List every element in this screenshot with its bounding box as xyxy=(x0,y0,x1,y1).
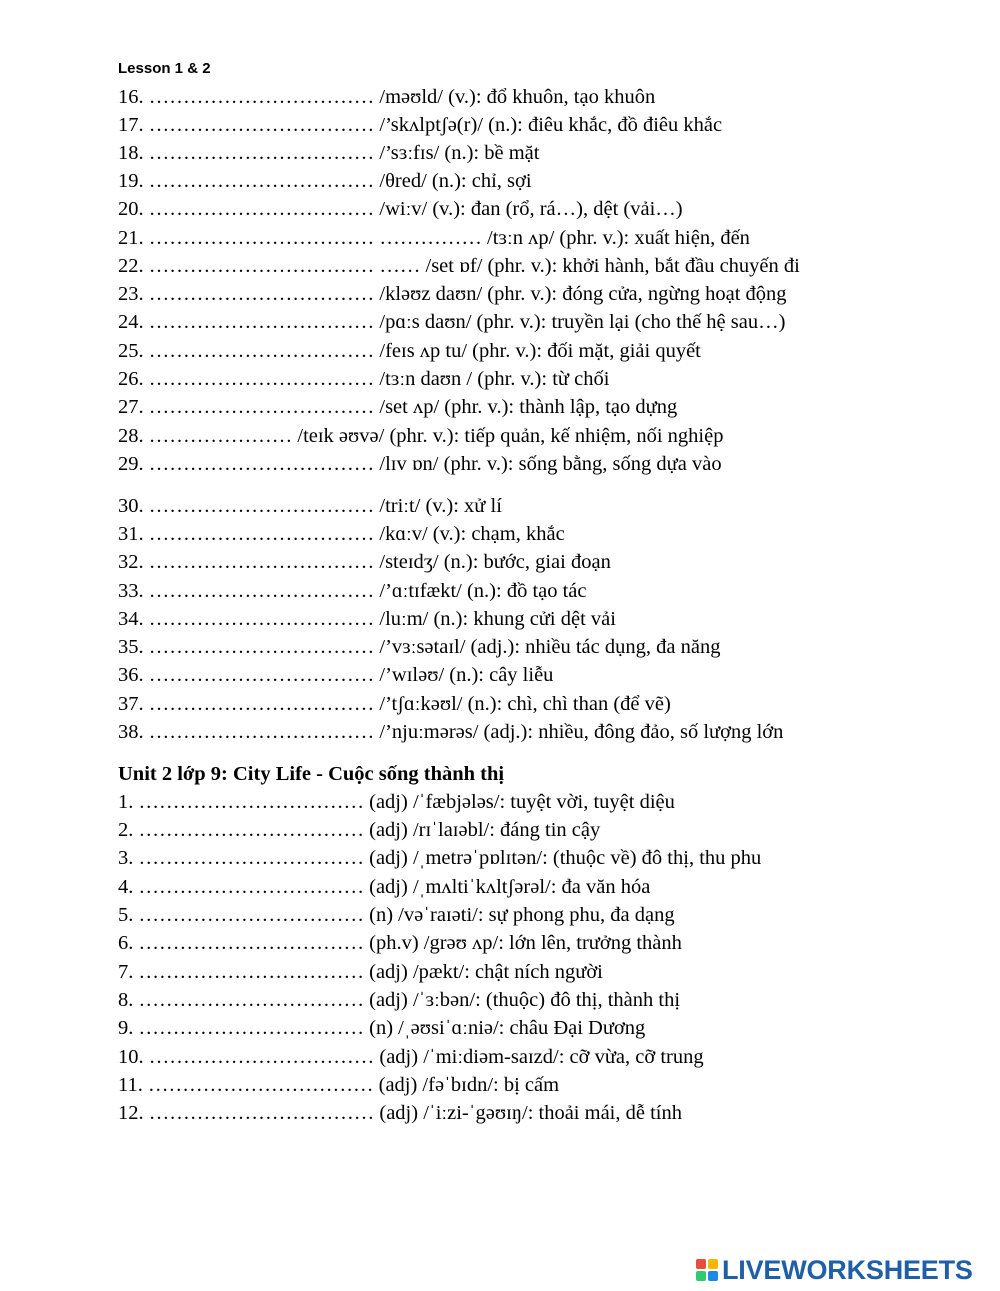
vocab-line: 3. …………………………… (adj) /ˌmetrəˈpɒlɪtən/: (thuộc về) đô thị, thu phu xyxy=(118,847,762,869)
vocab-line: 33. …………………………… /’ɑːtɪfækt/ (n.): đồ tạo tác xyxy=(118,580,587,602)
liveworksheets-logo-icon xyxy=(696,1259,718,1281)
vocab-line: 7. …………………………… (adj) /pækt/: chật ních người xyxy=(118,961,603,983)
logo-square xyxy=(696,1271,706,1281)
vocab-line: 38. …………………………… /’njuːmərəs/ (adj.): nhiều, đông đảo, số lượng lớn xyxy=(118,721,784,743)
logo-text: LIVEWORKSHEETS xyxy=(722,1254,973,1285)
vocab-line: 27. …………………………… /set ʌp/ (phr. v.): thành lập, tạo dựng xyxy=(118,396,678,418)
logo-square xyxy=(708,1259,718,1269)
vocab-line: 12. …………………………… (adj) /ˈiːzi-ˈgəʊɪŋ/: thoải mái, dễ tính xyxy=(118,1102,682,1124)
vocab-line: 4. …………………………… (adj) /ˌmʌltiˈkʌltʃərəl/: đa văn hóa xyxy=(118,876,651,898)
vocab-line: 30. …………………………… /triːt/ (v.): xử lí xyxy=(118,495,502,517)
vocab-line: 28. ………………… /teɪk əʊvə/ (phr. v.): tiếp quản, kế nhiệm, nối nghiệp xyxy=(118,425,724,447)
unit-heading: Unit 2 lớp 9: City Life - Cuộc sống thành thị xyxy=(118,763,505,785)
vocab-line: 24. …………………………… /pɑːs daʊn/ (phr. v.): truyền lại (cho thế hệ sau…) xyxy=(118,311,786,333)
vocab-line: 16. …………………………… /məʊld/ (v.): đổ khuôn, tạo khuôn xyxy=(118,86,656,108)
vocab-line: 23. …………………………… /kləʊz daʊn/ (phr. v.): đóng cửa, ngừng hoạt động xyxy=(118,283,787,305)
vocab-line: 20. …………………………… /wiːv/ (v.): đan (rổ, rá…), dệt (vải…) xyxy=(118,198,683,220)
vocab-line: 11. …………………………… (adj) /fəˈbɪdn/: bị cấm xyxy=(118,1074,560,1096)
vocab-line: 31. …………………………… /kɑːv/ (v.): chạm, khắc xyxy=(118,523,565,545)
vocab-line: 8. …………………………… (adj) /ˈɜːbən/: (thuộc) đô thị, thành thị xyxy=(118,989,681,1011)
liveworksheets-logo xyxy=(696,1254,973,1286)
vocab-line: 37. …………………………… /’tʃɑːkəʊl/ (n.): chì, chì than (để vẽ) xyxy=(118,693,671,715)
vocab-line: 1. …………………………… (adj) /ˈfæbjələs/: tuyệt vời, tuyệt diệu xyxy=(118,791,675,813)
logo-square xyxy=(708,1271,718,1281)
vocab-line: 34. …………………………… /luːm/ (n.): khung cửi dệt vải xyxy=(118,608,616,630)
vocab-line: 26. …………………………… /tɜːn daʊn / (phr. v.): từ chối xyxy=(118,368,610,390)
vocab-line: 17. …………………………… /’skʌlptʃə(r)/ (n.): điêu khắc, đồ điêu khắc xyxy=(118,114,723,136)
vocab-line: 32. …………………………… /steɪdʒ/ (n.): bước, giai đoạn xyxy=(118,551,611,573)
vocab-line: 25. …………………………… /feɪs ʌp tu/ (phr. v.): đối mặt, giải quyết xyxy=(118,340,701,362)
vocab-line: 21. …………………………… …………… /tɜːn ʌp/ (phr. v.): xuất hiện, đến xyxy=(118,227,750,249)
vocab-line: 5. …………………………… (n) /vəˈraɪəti/: sự phong phu, đa dạng xyxy=(118,904,675,926)
vocab-line: 22. …………………………… …… /set ɒf/ (phr. v.): khởi hành, bắt đầu chuyến đi xyxy=(118,255,800,277)
lesson-label: Lesson 1 & 2 xyxy=(118,60,211,77)
vocab-line: 36. …………………………… /’wɪləʊ/ (n.): cây liễu xyxy=(118,664,554,686)
vocab-line: 35. …………………………… /’vɜːsətaɪl/ (adj.): nhiều tác dụng, đa năng xyxy=(118,636,721,658)
vocab-line: 2. …………………………… (adj) /rɪˈlaɪəbl/: đáng tin cậy xyxy=(118,819,601,841)
vocab-line: 29. …………………………… /lɪv ɒn/ (phr. v.): sống bằng, sống dựa vào xyxy=(118,453,722,475)
vocab-line: 18. …………………………… /’sɜːfɪs/ (n.): bề mặt xyxy=(118,142,540,164)
vocab-line: 6. …………………………… (ph.v) /grəʊ ʌp/: lớn lên, trưởng thành xyxy=(118,932,682,954)
logo-square xyxy=(696,1259,706,1269)
vocab-line: 10. …………………………… (adj) /ˈmiːdiəm-saɪzd/: cỡ vừa, cỡ trung xyxy=(118,1046,704,1068)
vocab-line: 9. …………………………… (n) /ˌəʊsiˈɑːniə/: châu Đại Dương xyxy=(118,1017,646,1039)
vocab-line: 19. …………………………… /θred/ (n.): chỉ, sợi xyxy=(118,170,532,192)
